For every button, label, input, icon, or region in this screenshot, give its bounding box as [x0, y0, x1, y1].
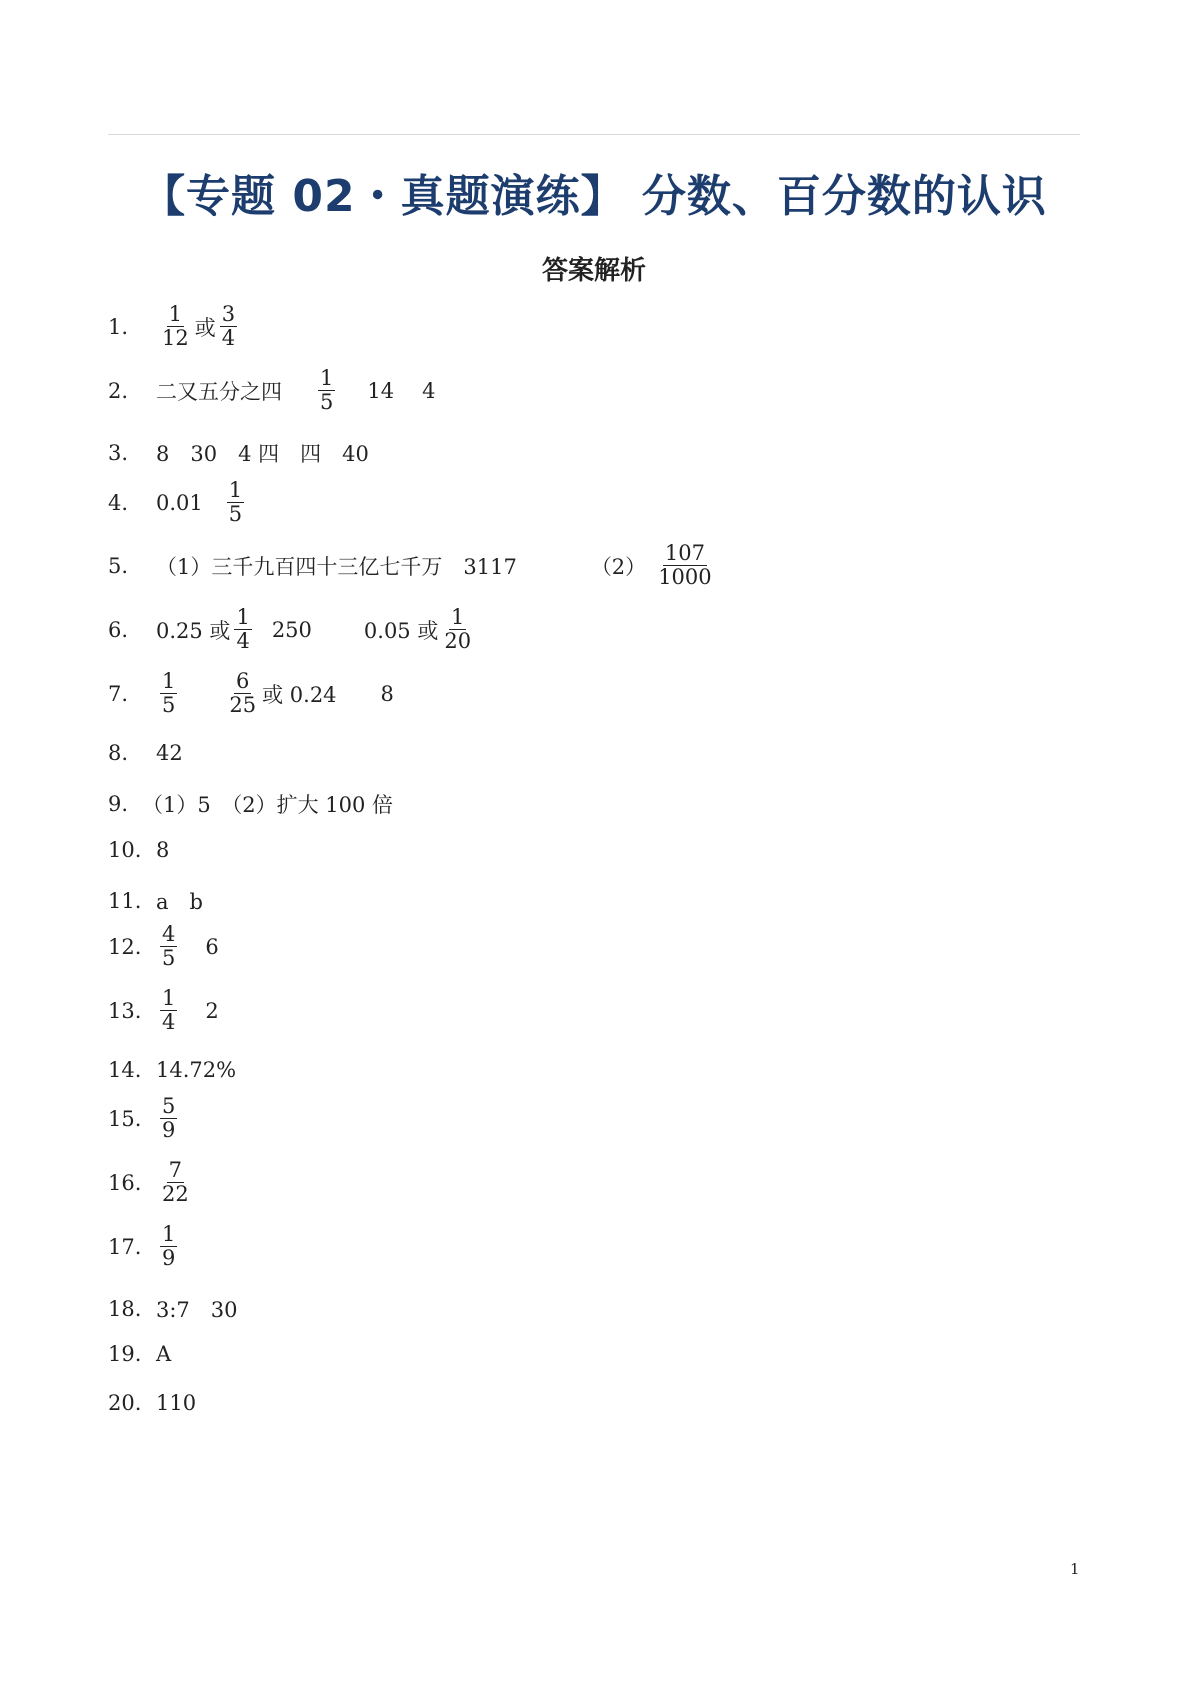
answer-number: 18. — [108, 1297, 142, 1321]
fraction: $\frac{4}{5}$ — [162, 922, 176, 971]
fraction: $\frac{1}{9}$ — [162, 1222, 176, 1271]
answer-number: 20. — [108, 1391, 142, 1415]
answer-4 — [108, 479, 248, 526]
fraction: $\frac{1}{5}$ — [228, 478, 243, 527]
fraction: $\frac{107}{1000}$ — [658, 541, 712, 590]
answer-text: 0.05 或 — [363, 618, 439, 643]
answer-text: 二又五分之四 — [156, 379, 282, 404]
answer-text: 2 — [205, 998, 219, 1023]
answer-number: 12. — [108, 934, 142, 959]
answer-text: 8 — [156, 838, 170, 862]
answer-10 — [108, 838, 169, 862]
fraction: $\frac{1}{5}$ — [320, 366, 334, 415]
answer-number: 16. — [108, 1170, 142, 1195]
answer-text: 14 — [367, 378, 395, 403]
answer-text: 110 — [156, 1391, 197, 1415]
answer-13 — [108, 987, 219, 1034]
answer-number: 14. — [108, 1058, 142, 1082]
answer-number: 8. — [108, 741, 129, 765]
answer-text: 14.72% — [156, 1058, 237, 1082]
answer-12 — [108, 923, 219, 970]
answer-number: 10. — [108, 838, 142, 862]
answer-text: 3:7 30 — [156, 1298, 238, 1322]
header-divider — [108, 134, 1080, 135]
answer-number: 1. — [108, 314, 129, 339]
answer-9 — [108, 789, 393, 819]
answer-text: （2） — [590, 554, 647, 579]
answer-number: 11. — [108, 889, 142, 913]
answer-text: （1）三千九百四十三亿七千万 3117 — [156, 554, 517, 579]
fraction: $\frac{1}{4}$ — [162, 986, 176, 1035]
fraction: $\frac{3}{4}$ — [221, 302, 236, 351]
answer-text: 或 0.24 — [262, 682, 337, 707]
answer-number: 7. — [108, 681, 129, 706]
answer-16 — [108, 1159, 195, 1206]
answer-20 — [108, 1391, 196, 1415]
answer-7 — [108, 670, 394, 717]
fraction: $\frac{1}{4}$ — [236, 605, 250, 654]
page-number: 1 — [1070, 1560, 1080, 1578]
answer-number: 19. — [108, 1342, 142, 1366]
answer-19 — [108, 1342, 171, 1366]
answer-6 — [108, 606, 477, 653]
answer-text: A — [156, 1342, 172, 1366]
answer-number: 4. — [108, 490, 129, 515]
answer-number: 3. — [108, 441, 129, 465]
answer-text: 250 — [271, 617, 312, 642]
answer-11 — [108, 886, 203, 916]
answer-text: 6 — [205, 934, 219, 959]
answer-number: 15. — [108, 1106, 142, 1131]
answer-2 — [108, 367, 435, 414]
answer-text: 或 — [194, 315, 216, 340]
page-title: 【专题 02・真题演练】 分数、百分数的认识 — [141, 171, 1047, 222]
answer-number: 17. — [108, 1234, 142, 1259]
fraction: $\frac{7}{22}$ — [162, 1158, 189, 1207]
answer-3 — [108, 438, 369, 468]
answer-text: 42 — [156, 741, 183, 765]
answer-number: 13. — [108, 998, 142, 1023]
answer-text: 8 — [380, 681, 394, 706]
answer-5 — [108, 542, 718, 589]
fraction: $\frac{6}{25}$ — [229, 669, 257, 718]
answer-number: 9. — [108, 792, 129, 816]
answer-number: 2. — [108, 378, 129, 403]
answer-number: 6. — [108, 617, 129, 642]
fraction: $\frac{1}{5}$ — [162, 669, 176, 718]
answer-14 — [108, 1058, 236, 1082]
answer-text: 8 30 4 四 四 40 — [156, 442, 369, 466]
answer-17 — [108, 1223, 181, 1270]
answer-text: 0.01 — [156, 490, 203, 515]
page-subtitle: 答案解析 — [541, 256, 646, 286]
answer-15 — [108, 1095, 181, 1142]
answer-text: a b — [156, 890, 203, 914]
answer-8 — [108, 741, 183, 765]
answer-1 — [108, 303, 241, 350]
fraction: $\frac{5}{9}$ — [162, 1094, 176, 1143]
fraction: $\frac{1}{12}$ — [162, 302, 189, 351]
answer-text: 0.25 或 — [156, 618, 231, 643]
fraction: $\frac{1}{20}$ — [444, 605, 472, 654]
answer-number: 5. — [108, 553, 129, 578]
answer-18 — [108, 1294, 238, 1324]
answer-text: （1）5 （2）扩大 100 倍 — [142, 793, 394, 817]
answer-text: 4 — [422, 378, 436, 403]
